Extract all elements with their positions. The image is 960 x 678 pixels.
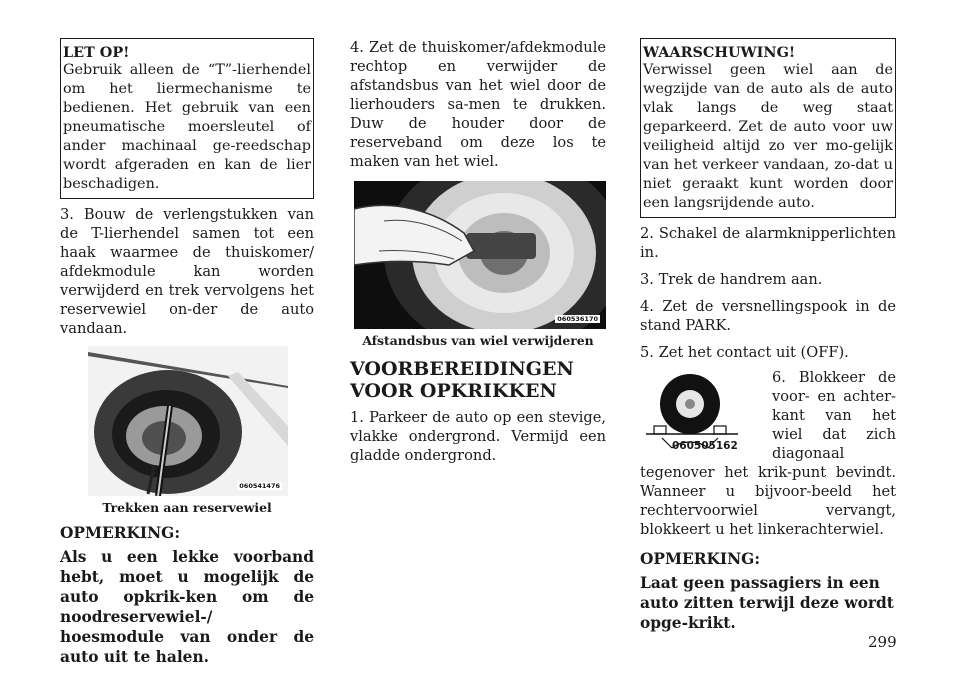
step-2-text: 2. Schakel de alarmknipperlichten in. — [640, 225, 896, 261]
warning-heading: WAARSCHUWING! — [643, 44, 796, 61]
step-4-text: 4. Zet de thuiskomer/afdekmodule rechtop en verwijder de afstandsbus van het wiel door de lierhouders sa-men te drukken. Duw de houder door de reserveband om deze los te maken van het wiel. — [350, 39, 606, 170]
wheel-chock-figure — [632, 374, 764, 456]
step-6-text: 6. Blokkeer de voor- en achter-kant van het wiel dat zich diagonaal tegenover het krik-punt bevindt. Wanneer u bijvoor-beeld het rechtervoorwiel vervangt, blokkeert u het linkerachterwiel. — [640, 369, 896, 538]
page-number: 299 — [868, 633, 897, 651]
figure-number: 060536170 — [557, 315, 598, 323]
step-5-text: 5. Zet het contact uit (OFF). — [640, 344, 849, 361]
section-title: VOORBEREIDINGEN VOOR OPKRIKKEN — [350, 358, 574, 402]
wheel-spacer-photo — [354, 181, 606, 329]
step-3-text: 3. Bouw de verlengstukken van de T-lierhendel samen tot een haak waarmee de thuiskomer/ afdekmodule kan worden verwijderd en trek vervolgens het reservewiel on-der de auto vandaan. — [60, 206, 314, 337]
step-4-text: 4. Zet de versnellingspook in de stand PARK. — [640, 298, 896, 334]
caution-box — [60, 38, 314, 199]
wheel-spacer-illustration — [354, 181, 606, 329]
spare-wheel-illustration — [88, 346, 288, 496]
note-heading: OPMERKING: — [640, 550, 761, 568]
column-right — [640, 38, 896, 633]
note-heading: OPMERKING: — [60, 524, 181, 542]
caution-text: Gebruik alleen de “T”-lierhendel om het liermechanisme te bedienen. Het gebruik van een pneumatische moersleutel of ander machinaal ge-reedschap wordt afgeraden en kan de lier beschadigen. — [63, 62, 311, 192]
note-text: Laat geen passagiers in een auto zitten terwijl deze wordt opge-krikt. — [640, 574, 894, 632]
step-3-text: 3. Trek de handrem aan. — [640, 271, 823, 288]
warning-box — [640, 38, 896, 218]
figure-caption: Trekken aan reservewiel — [102, 500, 272, 515]
spare-wheel-photo — [88, 346, 288, 496]
step-1-text: 1. Parkeer de auto op een stevige, vlakke ondergrond. Vermijd een gladde ondergrond. — [350, 409, 606, 464]
note-text: Als u een lekke voorband hebt, moet u mogelijk de auto opkrik-ken om de noodreservewiel-/ hoesmodule van onder de auto uit te halen. — [60, 548, 314, 666]
caution-heading: LET OP! — [63, 44, 130, 61]
warning-text: Verwissel geen wiel aan de wegzijde van de auto als de auto vlak langs de weg staat geparkeerd. Zet de auto voor uw veiligheid altijd zo ver mo-gelijk van het verkeer vandaan, zo-dat u niet geraakt kunt worden door een langsrijdende auto. — [643, 62, 893, 211]
figure-number: 060541476 — [239, 482, 280, 490]
figure-caption: Afstandsbus van wiel verwijderen — [362, 333, 594, 348]
column-middle — [350, 38, 606, 465]
step-6-block — [640, 368, 896, 539]
figure-number: 060505162 — [672, 440, 738, 452]
column-left — [60, 38, 314, 667]
